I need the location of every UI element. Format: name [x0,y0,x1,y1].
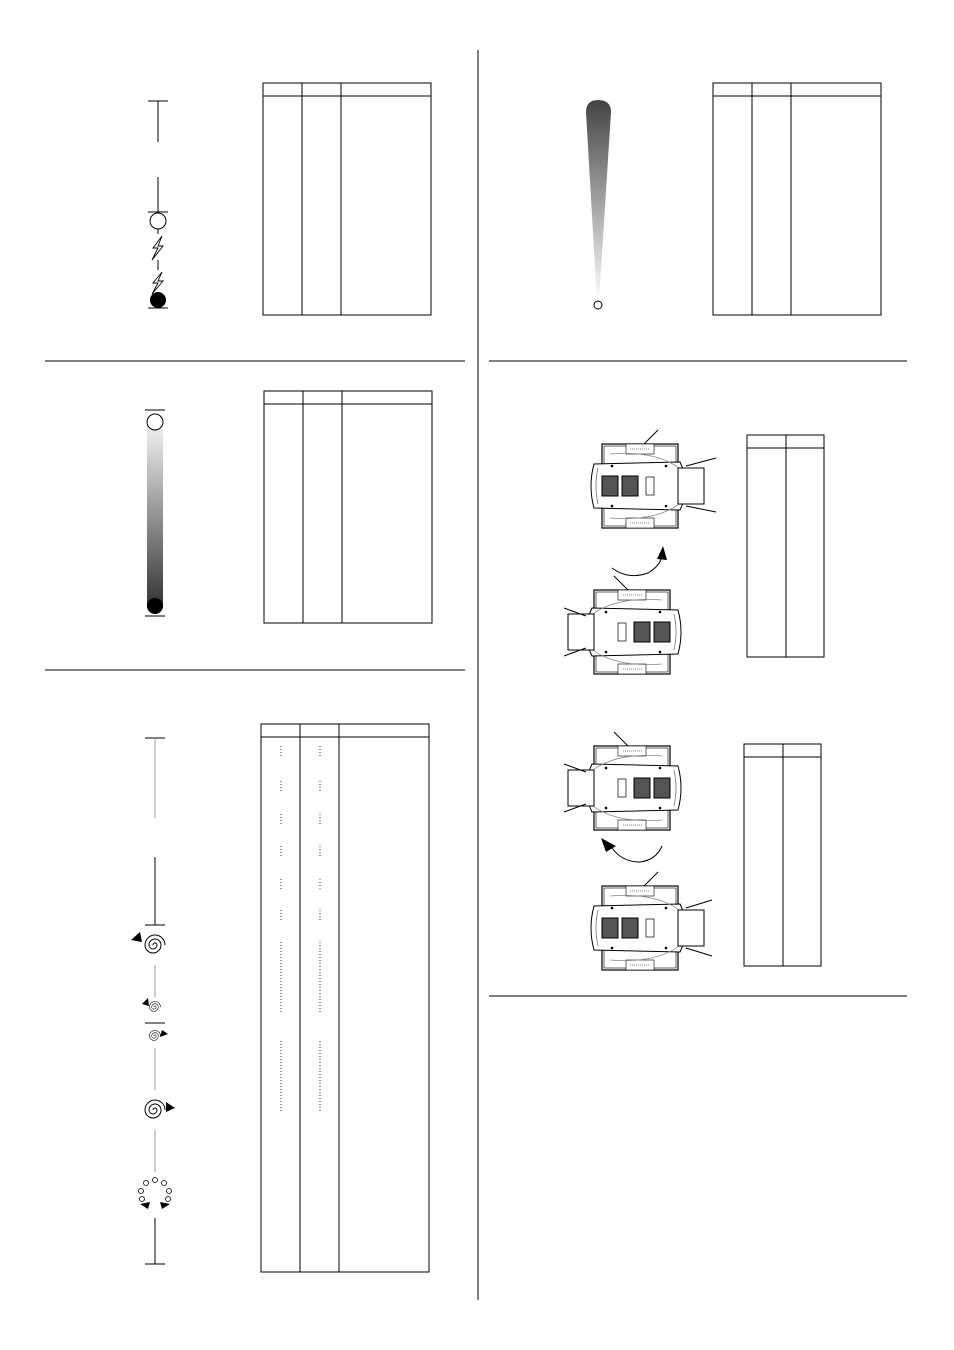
spiral-small-icon [150,1031,161,1041]
gradient-bar-icon [147,412,163,608]
dotted-circle-icon [139,1178,172,1210]
filled-circle-icon [147,598,163,614]
focus-zoom-table [713,83,881,315]
moving-head-icon [568,732,681,830]
moving-head-icon [591,872,704,970]
strobe-diagram [148,101,168,308]
dimmer-diagram [145,410,165,616]
rotate-ccw-arrow-icon [612,846,662,862]
spiral-small-icon [150,1002,161,1012]
filled-circle-icon [150,292,166,308]
moving-head-icon [568,576,681,674]
focus-zoom-diagram [586,100,611,309]
open-circle-icon [150,213,166,229]
rotate-cw-arrow-icon [612,556,662,576]
pan-tilt-orientation-diagram [564,430,716,970]
beam-cone-icon [586,100,611,302]
pan-tilt-table-bottom [744,744,821,966]
strobe-table [263,83,431,315]
lightning-bolt-icon [152,272,163,294]
dimmer-table [264,391,432,623]
gobo-rotation-table [261,724,429,1272]
spiral-cw-icon [145,1100,165,1118]
moving-head-icon [591,430,704,528]
pan-tilt-table-top [747,435,824,657]
gobo-rotation-diagram [131,738,175,1264]
open-circle-icon [147,414,163,430]
lightning-bolt-icon [152,236,163,260]
spiral-ccw-icon [145,935,165,953]
